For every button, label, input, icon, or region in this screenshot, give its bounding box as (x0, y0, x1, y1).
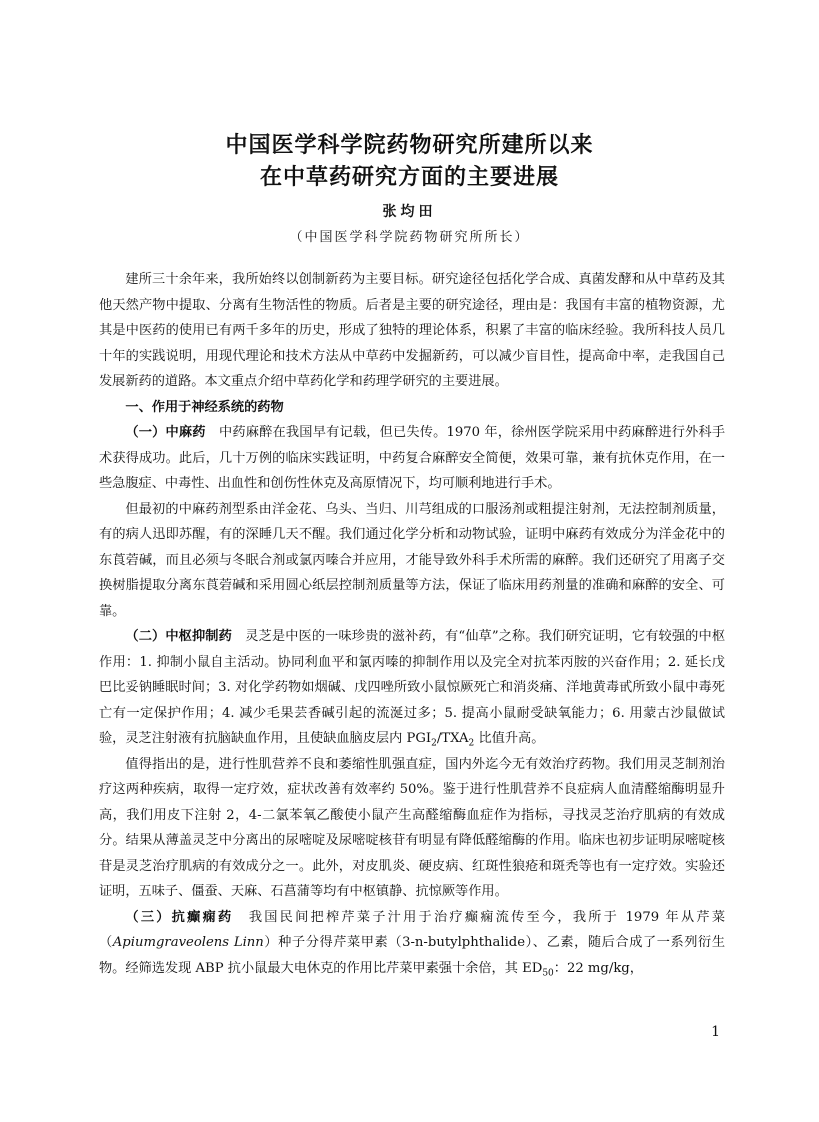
paragraph-ganoderma: 值得指出的是，进行性肌营养不良和萎缩性肌强直症，国内外迄今无有效治疗药物。我们用灵芝制剂治疗这两种疾病，取得一定疗效，症状改善有效率约 50%。鉴于进行性肌营养不良症病人血清醛缩酶明显升高，我们用皮下注射 2，4-二氯苯氧乙酸使小鼠产生高醛缩酶血症作为指标，寻找灵芝治疗肌病的有效成分。结果从薄盖灵芝中分离出的尿嘧啶及尿嘧啶核苷有明显有降低醛缩酶的作用。临床也初步证明尿嘧啶核苷是灵芝治疗肌病的有效成分之一。此外，对皮肌炎、硬皮病、红斑性狼疮和斑秃等也有一定疗效。实验还证明，五味子、僵蚕、天麻、石菖蒲等均有中枢镇静、抗惊厥等作用。 (99, 756, 725, 899)
paragraph-text: 灵芝是中医的一味珍贵的滋补药，有“仙草”之称。我们研究证明，它有较强的中枢作用：1. 抑制小鼠自主活动。协同利血平和氯丙嗪的抑制作用以及完全对抗苯丙胺的兴奋作用；2. 延长戊巴比妥钠睡眠时间；3. 对化学药物如烟碱、戊四唑所致小鼠惊厥死亡和消炎痛、洋地黄毒甙所致小鼠中毒死亡有一定保护作用；4. 减少毛果芸香碱引起的流涎过多；5. 提高小鼠耐受缺氧能力；6. 用蒙古沙鼠做试验，灵芝注射液有抗脑缺血作用，且使缺血脑皮层内 PGI (99, 629, 726, 746)
paragraph-text: /TXA (436, 731, 469, 746)
article-body (99, 267, 725, 981)
subsection-label: （三）抗癫痫药 (125, 909, 234, 925)
subsection-label: （二）中枢抑制药 (125, 629, 232, 644)
intro-paragraph: 建所三十余年来，我所始终以创制新药为主要目标。研究途径包括化学合成、真菌发酵和从中草药及其他天然产物中提取、分离有生物活性的物质。后者是主要的研究途径，理由是：我国有丰富的植物资源，尤其是中医药的使用已有两千多年的历史，形成了独特的理论体系，积累了丰富的临床经验。我所科技人员几十年的实践说明，用现代理论和技术方法从中草药中发掘新药，可以减少盲目性，提高命中率，走我国自己发展新药的道路。本文重点介绍中草药化学和药理学研究的主要进展。 (99, 272, 725, 389)
paragraph-text: 我国民间把榨芹菜子汁用于治疗癫痫流传至今，我所于 1979 年从芹菜（ (99, 909, 726, 950)
paragraph-anesthetic (99, 420, 725, 497)
paragraph-anesthetic-2: 但最初的中麻药剂型系由洋金花、乌头、当归、川芎组成的口服汤剂或粗提注射剂，无法控制剂质量，有的病人迅即苏醒，有的深睡几天不醒。我们通过化学分析和动物试验，证明中麻药有效成分为洋金花中的东莨菪碱，而且必须与冬眠合剂或氯丙嗪合并应用，才能导致外科手术所需的麻醉。我们还研究了用离子交换树脂提取分离东莨菪碱和采用圆心纸层控制剂质量等方法，保证了临床用药剂量的准确和麻醉的安全、可靠。 (99, 501, 725, 619)
latin-name: Apiumgraveolens Linn (112, 935, 264, 950)
subscript: 2 (468, 738, 475, 749)
subsection-label: （一）中麻药 (125, 425, 206, 440)
paragraph-text: 中药麻醉在我国早有记载，但已失传。1970 年，徐州医学院采用中药麻醉进行外科手术获得成功。此后，几十万例的临床实践证明，中药复合麻醉安全简便，效果可靠，兼有抗休克作用，在一些急腹症、中毒性、出血性和创伤性休克及高原情况下，均可顺利地进行手术。 (99, 425, 726, 491)
section-heading: 一、作用于神经系统的药物 (125, 399, 284, 415)
paragraph-cns-inhibitor (99, 624, 725, 752)
title-line-1: 中国医学科学院药物研究所建所以来 (225, 133, 594, 158)
paragraph-text: 比值升高。 (474, 731, 545, 746)
paragraph-text: ：22 mg/kg， (553, 960, 643, 976)
subscript: 2 (431, 738, 437, 749)
paragraph-text: ）种子分得芹菜甲素（3-n-butylphthalide）、乙素，随后合成了一系列衍生物。经筛选发现 ABP 抗小鼠最大电休克的作用比芹菜甲素强十余倍，其 ED (99, 935, 726, 976)
subscript: 50 (542, 968, 554, 979)
author: 张均田 (382, 204, 437, 220)
page-number: 1 (711, 1024, 720, 1040)
paragraph-antiepileptic (99, 905, 725, 982)
title-line-2: 在中草药研究方面的主要进展 (259, 165, 559, 190)
affiliation: （中国医学科学院药物研究所所长） (289, 230, 530, 245)
